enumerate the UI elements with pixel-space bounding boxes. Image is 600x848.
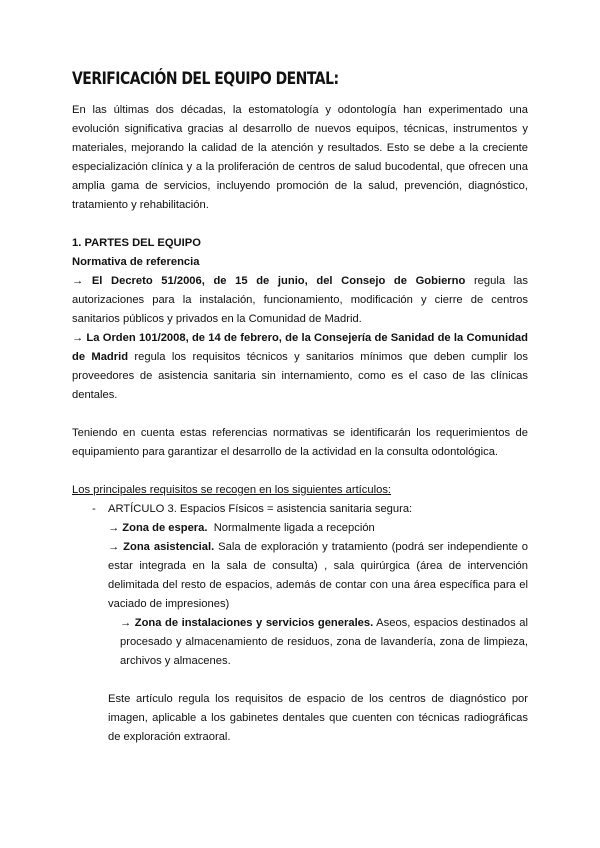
reference-orden [72,329,528,405]
zone-instalaciones [72,614,528,671]
reference-orden-title: → La Orden 101/2008, de 14 de febrero, de la Consejería de Sanidad de la Comunidad de Madrid [72,332,528,363]
zone-instalaciones-text: Aseos, espacios destinados al procesado y almacenamiento de residuos, zona de lavandería, zona de limpieza, archivos y almacenes. [120,617,528,667]
intro-paragraph: En las últimas dos décadas, la estomatología y odontología han experimentado una evolución significativa gracias al desarrollo de nuevos equipos, técnicas, instrumentos y materiales, mejorando la calidad de la atención y resultados. Esto se debe a la creciente especialización clínica y a la proliferación de centros de salud bucodental, que ofrecen una amplia gama de servicios, incluyendo promoción de la salud, prevención, diagnóstico, tratamiento y rehabilitación. [72,104,528,211]
section-subheading: Normativa de referencia [72,256,200,268]
document-title: VERIFICACIÓN DEL EQUIPO DENTAL: [72,69,339,89]
reference-decreto-text: regula las autorizaciones para la instalación, funcionamiento, modificación y cierre de centros sanitarios públicos y privados en la Comunidad de Madrid. [72,275,528,325]
zone-espera [72,519,528,538]
zone-asistencial-title: → Zona asistencial. [108,541,215,553]
zone-asistencial [72,538,528,614]
article-item [72,500,528,519]
zone-espera-text: Normalmente ligada a recepción [207,522,375,534]
reference-decreto-title: → El Decreto 51/2006, de 15 de junio, del Consejo de Gobierno [72,275,466,287]
zone-espera-title: → Zona de espera. [108,522,208,534]
document-page [72,68,528,747]
reference-decreto [72,272,528,329]
closing-paragraph: Este artículo regula los requisitos de espacio de los centros de diagnóstico por imagen, aplicable a los gabinetes dentales que cuenten con técnicas radiográficas de exploración extraoral. [108,693,528,743]
zone-instalaciones-title: → Zona de instalaciones y servicios generales. [120,617,374,629]
article-text: ARTÍCULO 3. Espacios Físicos = asistencia sanitaria segura: [108,503,413,515]
zone-asistencial-text: Sala de exploración y tratamiento (podrá ser independiente o estar integrada en la sala de consulta) , sala quirúrgica (área de intervención delimitada del resto de espacios, además de contar con una área específica para el vaciado de impresiones) [108,541,528,610]
list-dash: - [92,503,96,515]
section-heading: 1. PARTES DEL EQUIPO [72,237,201,249]
reference-orden-text: regula los requisitos técnicos y sanitarios mínimos que deben cumplir los proveedores de asistencia sanitaria sin internamiento, como es el caso de las clínicas dentales. [72,351,528,401]
list-intro: Los principales requisitos se recogen en los siguientes artículos: [72,484,392,496]
context-paragraph: Teniendo en cuenta estas referencias normativas se identificarán los requerimientos de equipamiento para garantizar el desarrollo de la actividad en la consulta odontológica. [72,427,528,458]
